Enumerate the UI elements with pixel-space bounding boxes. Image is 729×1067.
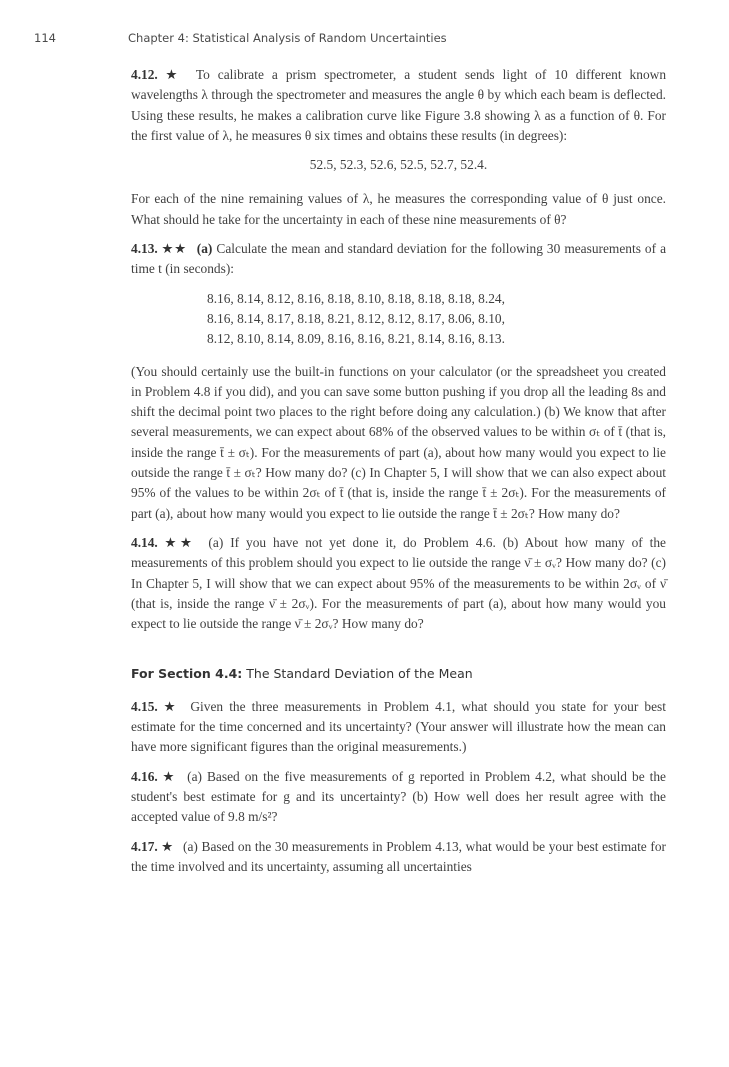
difficulty-stars: ★: [160, 838, 174, 854]
problem-text: To calibrate a prism spectrometer, a student sends light of 10 different known wavelengths λ through the spectrometer and measures the angle θ by which each beam is deflected. Using these results, he makes a calibration curve like Figure 3.8 showing λ as a function of θ. For the first value of λ, he measures θ six times and obtains these results (in degrees):: [131, 67, 667, 143]
difficulty-stars: ★★: [160, 534, 196, 550]
problem-4-16: [131, 767, 666, 828]
problem-text: (a) Based on the 30 measurements in Problem 4.13, what would be your best estimate for the time involved and its uncertainty, assuming all uncertainties: [131, 838, 666, 874]
problem-text: Calculate the mean and standard deviation for the following 30 measurements of a time t (in seconds):: [131, 241, 667, 277]
problem-4-14: [131, 533, 666, 634]
problem-number: 4.12.: [131, 67, 158, 82]
problem-followup: For each of the nine remaining values of λ, he measures the corresponding value of θ just once. What should he take for the uncertainty in each of these nine measurements of θ?: [131, 191, 666, 227]
difficulty-stars: ★: [160, 698, 179, 714]
data-row: 8.12, 8.10, 8.14, 8.09, 8.16, 8.16, 8.21, 8.14, 8.16, 8.13.: [207, 331, 505, 347]
running-head: [34, 31, 694, 45]
problem-4-12: [131, 65, 666, 146]
problem-number: 4.13.: [131, 241, 158, 257]
problem-text: Given the three measurements in Problem 4.1, what should you state for your best estimate for the time concerned and its uncertainty? (Your answer will illustrate how the mean can have more significant figures than the original measurements.): [131, 698, 666, 755]
section-heading: [131, 664, 666, 684]
angle-data: 52.5, 52.3, 52.6, 52.5, 52.7, 52.4.: [309, 157, 488, 173]
page-body: [131, 65, 666, 886]
section-title: The Standard Deviation of the Mean: [246, 666, 473, 682]
problem-number: 4.17.: [131, 838, 158, 854]
problem-4-17: [131, 837, 666, 878]
part-label: (a): [196, 241, 213, 257]
chapter-title: Chapter 4: Statistical Analysis of Random Uncertainties: [128, 31, 447, 45]
problem-number: 4.16.: [131, 768, 158, 784]
data-row: 8.16, 8.14, 8.17, 8.18, 8.21, 8.12, 8.12, 8.17, 8.06, 8.10,: [207, 310, 505, 326]
data-row: 8.16, 8.14, 8.12, 8.16, 8.18, 8.10, 8.18, 8.18, 8.18, 8.24,: [207, 290, 505, 306]
problem-number: 4.15.: [131, 698, 158, 714]
problem-text: (a) If you have not yet done it, do Problem 4.6. (b) About how many of the measurements of this problem should you expect to lie outside the range ν̄ ± σᵥ? How many do? (c) In Chapter 5, I will show that we can expect about 95% of the measurements to be within 2σᵥ of ν̄ (that is, inside the range ν̄ ± 2σᵥ). For the measurements of part (a), about how many would you expect to lie outside the range ν̄ ± 2σᵥ? How many do?: [131, 534, 666, 632]
problem-followup: (You should certainly use the built-in functions on your calculator (or the spreadsheet you created in Problem 4.8 if you did), and you can save some button pushing if you drop all the leading 8s and shift the decimal point two places to the right before doing any calculation.) (b) We know that after several measurements, we can expect about 68% of the observed values to be within σₜ of t̄ (that is, inside the range t̄ ± σₜ). For the measurements of part (a), about how many would you expect to lie outside the range t̄ ± σₜ? How many do? (c) In Chapter 5, I will show that we can also expect about 95% of the values to be within 2σₜ of t̄ (that is, inside the range t̄ ± 2σₜ). For the measurements of part (a), about how many would you expect to lie outside the range t̄ ± 2σₜ? How many do?: [131, 363, 666, 521]
problem-4-15: [131, 697, 666, 758]
time-data-table: [207, 289, 666, 350]
difficulty-stars: ★: [160, 768, 177, 784]
problem-number: 4.14.: [131, 534, 158, 550]
problem-4-13: [131, 239, 666, 280]
section-label: For Section 4.4:: [131, 666, 243, 682]
page-number: 114: [34, 31, 56, 45]
difficulty-stars: ★★: [160, 241, 187, 257]
problem-text: (a) Based on the five measurements of g reported in Problem 4.2, what should be the student's best estimate for g and its uncertainty? (b) How well does her result agree with the accepted value of 9.8 m/s²?: [131, 768, 667, 825]
difficulty-stars: ★: [160, 67, 183, 82]
